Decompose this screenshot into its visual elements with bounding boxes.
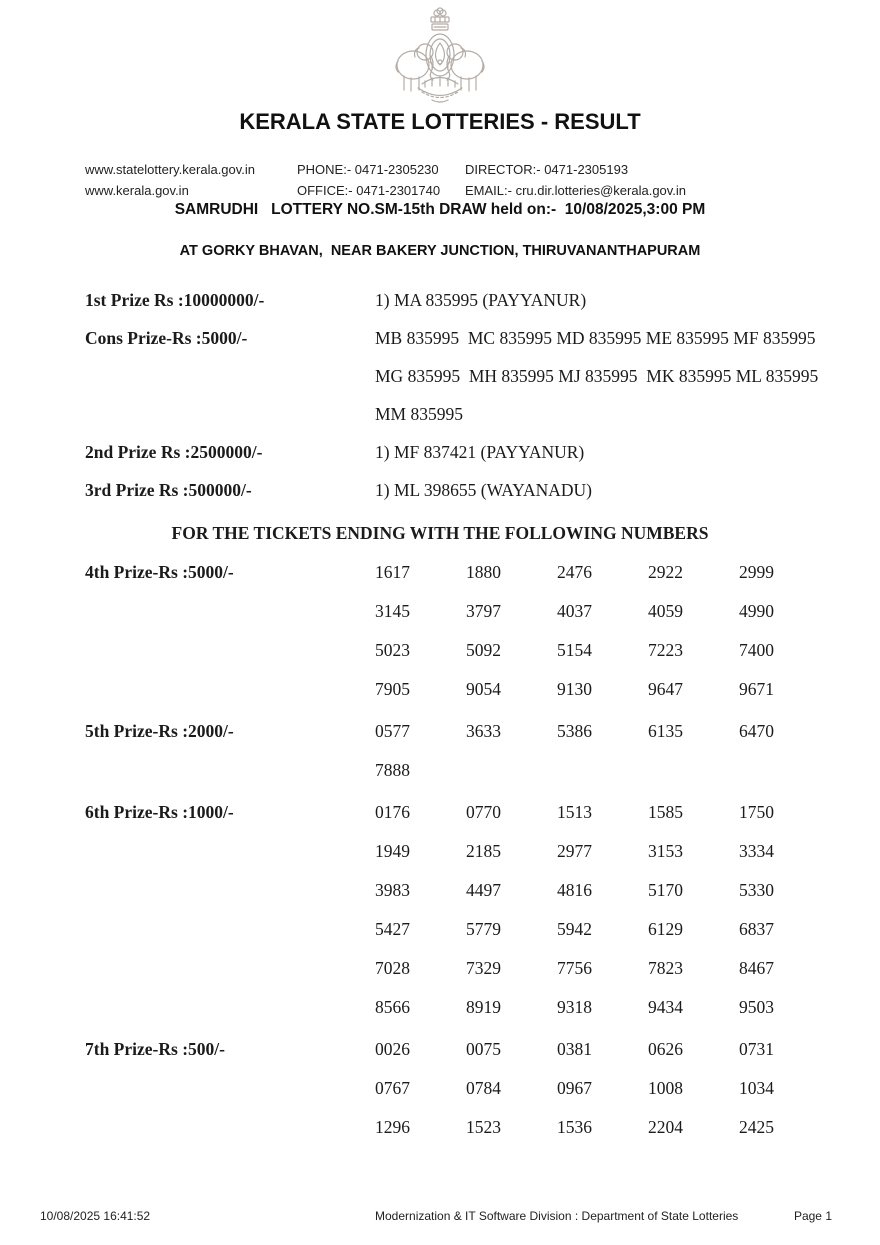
winning-number: 1536 bbox=[557, 1117, 592, 1137]
winning-number: 2185 bbox=[466, 841, 501, 861]
page-number: Page 1 bbox=[793, 1209, 832, 1223]
winning-number: 9318 bbox=[557, 997, 592, 1017]
winning-numbers-grid bbox=[375, 712, 830, 790]
winning-number: 8566 bbox=[375, 997, 410, 1017]
winning-number: 6129 bbox=[648, 919, 683, 939]
left-elephant-icon bbox=[396, 44, 433, 91]
winning-number: 7823 bbox=[648, 958, 683, 978]
kerala-government-emblem bbox=[392, 5, 488, 105]
winning-number: 4497 bbox=[466, 880, 501, 900]
winner-line: MB 835995 MC 835995 MD 835995 ME 835995 MF 835995 bbox=[375, 328, 816, 348]
winner-line: 1) MA 835995 (PAYYANUR) bbox=[375, 290, 587, 310]
winning-number: 9130 bbox=[557, 679, 592, 699]
winning-number: 9503 bbox=[739, 997, 774, 1017]
winning-number: 1750 bbox=[739, 802, 774, 822]
website-kerala: www.kerala.gov.in bbox=[85, 183, 189, 198]
winning-number: 7329 bbox=[466, 958, 501, 978]
contact-row-1 bbox=[85, 159, 840, 180]
winning-number: 1617 bbox=[375, 562, 410, 582]
prize-winners bbox=[375, 433, 880, 471]
winning-number: 7905 bbox=[375, 679, 410, 699]
winning-numbers-grid bbox=[375, 1030, 830, 1147]
ending-prize-row bbox=[0, 553, 880, 709]
winning-number: 0626 bbox=[648, 1039, 683, 1059]
winning-number: 1296 bbox=[375, 1117, 410, 1137]
winning-number: 5330 bbox=[739, 880, 774, 900]
winning-number: 7400 bbox=[739, 640, 774, 660]
winning-number: 0075 bbox=[466, 1039, 501, 1059]
winning-number: 2425 bbox=[739, 1117, 774, 1137]
page-title: KERALA STATE LOTTERIES - RESULT bbox=[239, 109, 641, 134]
prize-row bbox=[0, 433, 880, 471]
winning-number: 5942 bbox=[557, 919, 592, 939]
winning-number: 0770 bbox=[466, 802, 501, 822]
winning-number: 1880 bbox=[466, 562, 501, 582]
prize-row bbox=[0, 471, 880, 509]
winning-number: 2204 bbox=[648, 1117, 683, 1137]
winning-number: 0967 bbox=[557, 1078, 592, 1098]
winning-number: 1585 bbox=[648, 802, 683, 822]
winner-line: 1) MF 837421 (PAYYANUR) bbox=[375, 442, 585, 462]
ending-prize-row bbox=[0, 712, 880, 790]
winning-number: 1513 bbox=[557, 802, 592, 822]
winning-number: 6837 bbox=[739, 919, 774, 939]
winning-number: 3797 bbox=[466, 601, 501, 621]
winning-number: 1949 bbox=[375, 841, 410, 861]
website-statelottery: www.statelottery.kerala.gov.in bbox=[85, 162, 256, 177]
winning-number: 2999 bbox=[739, 562, 774, 582]
results-content bbox=[0, 281, 880, 1150]
prize-label: Cons Prize-Rs :5000/- bbox=[85, 328, 248, 348]
print-timestamp: 10/08/2025 16:41:52 bbox=[40, 1209, 151, 1223]
winning-number: 3633 bbox=[466, 721, 501, 741]
winning-number: 5386 bbox=[557, 721, 592, 741]
prize-label: 1st Prize Rs :10000000/- bbox=[85, 290, 265, 310]
winning-number: 2922 bbox=[648, 562, 683, 582]
winning-number: 1008 bbox=[648, 1078, 683, 1098]
winning-number: 5092 bbox=[466, 640, 501, 660]
prize-winners bbox=[375, 281, 880, 319]
winning-number: 0026 bbox=[375, 1039, 410, 1059]
ending-prizes-section bbox=[0, 553, 880, 1147]
winning-number: 0577 bbox=[375, 721, 410, 741]
emblem-base-icon bbox=[418, 77, 462, 102]
winning-numbers-grid bbox=[375, 553, 830, 709]
winning-number: 9671 bbox=[739, 679, 774, 699]
prize-label: 2nd Prize Rs :2500000/- bbox=[85, 442, 263, 462]
winning-number: 0784 bbox=[466, 1078, 501, 1098]
winning-number: 5154 bbox=[557, 640, 592, 660]
phone-number: PHONE:- 0471-2305230 bbox=[297, 162, 439, 177]
winning-number: 5023 bbox=[375, 640, 410, 660]
winning-number: 4059 bbox=[648, 601, 683, 621]
winning-number: 4037 bbox=[557, 601, 592, 621]
winning-number: 0767 bbox=[375, 1078, 410, 1098]
winning-number: 1523 bbox=[466, 1117, 501, 1137]
lion-capital-icon bbox=[431, 8, 449, 30]
winning-number: 1034 bbox=[739, 1078, 774, 1098]
winning-number: 5779 bbox=[466, 919, 501, 939]
director-number: DIRECTOR:- 0471-2305193 bbox=[465, 162, 629, 177]
winning-number: 3153 bbox=[648, 841, 683, 861]
ending-numbers-heading: FOR THE TICKETS ENDING WITH THE FOLLOWING NUMBERS bbox=[171, 523, 709, 543]
winning-number: 0381 bbox=[557, 1039, 592, 1059]
winning-number: 5170 bbox=[648, 880, 683, 900]
winning-number: 6470 bbox=[739, 721, 774, 741]
top-prizes-section bbox=[0, 281, 880, 509]
winner-line: MG 835995 MH 835995 MJ 835995 MK 835995 ML 835995 bbox=[375, 366, 819, 386]
winning-number: 2476 bbox=[557, 562, 592, 582]
winning-number: 7888 bbox=[375, 760, 410, 780]
ending-prize-row bbox=[0, 793, 880, 1027]
email-address: EMAIL:- cru.dir.lotteries@kerala.gov.in bbox=[465, 183, 687, 198]
winner-line: 1) ML 398655 (WAYANADU) bbox=[375, 480, 592, 500]
draw-venue: AT GORKY BHAVAN, NEAR BAKERY JUNCTION, THIRUVANANTHAPURAM bbox=[179, 243, 701, 259]
conch-shield-icon bbox=[426, 34, 454, 76]
winning-number: 7028 bbox=[375, 958, 410, 978]
division-credit: Modernization & IT Software Division : Department of State Lotteries bbox=[375, 1209, 739, 1223]
prize-winners bbox=[375, 471, 880, 509]
winning-number: 8919 bbox=[466, 997, 501, 1017]
right-elephant-icon bbox=[447, 44, 484, 91]
winning-number: 9434 bbox=[648, 997, 683, 1017]
winner-line: MM 835995 bbox=[375, 404, 463, 424]
winning-number: 7223 bbox=[648, 640, 683, 660]
winning-number: 3334 bbox=[739, 841, 774, 861]
winning-number: 3145 bbox=[375, 601, 410, 621]
winning-number: 0176 bbox=[375, 802, 410, 822]
prize-row bbox=[0, 281, 880, 319]
winning-number: 6135 bbox=[648, 721, 683, 741]
winning-number: 3983 bbox=[375, 880, 410, 900]
winning-number: 4816 bbox=[557, 880, 592, 900]
winning-number: 5427 bbox=[375, 919, 410, 939]
page-footer bbox=[0, 1207, 880, 1231]
winning-number: 8467 bbox=[739, 958, 774, 978]
winning-number: 2977 bbox=[557, 841, 592, 861]
prize-label: 7th Prize-Rs :500/- bbox=[85, 1039, 225, 1059]
prize-winners bbox=[375, 319, 880, 433]
prize-label: 3rd Prize Rs :500000/- bbox=[85, 480, 252, 500]
prize-label: 5th Prize-Rs :2000/- bbox=[85, 721, 234, 741]
contact-row-2 bbox=[85, 180, 840, 201]
winning-number: 7756 bbox=[557, 958, 592, 978]
ending-prize-row bbox=[0, 1030, 880, 1147]
prize-row bbox=[0, 319, 880, 433]
winning-number: 9647 bbox=[648, 679, 683, 699]
winning-number: 9054 bbox=[466, 679, 501, 699]
contact-info bbox=[85, 159, 840, 201]
prize-label: 4th Prize-Rs :5000/- bbox=[85, 562, 234, 582]
office-number: OFFICE:- 0471-2301740 bbox=[297, 183, 441, 198]
winning-number: 4990 bbox=[739, 601, 774, 621]
draw-title: SAMRUDHI LOTTERY NO.SM-15th DRAW held on:- 10/08/2025,3:00 PM bbox=[174, 201, 706, 218]
winning-number: 0731 bbox=[739, 1039, 774, 1059]
prize-label: 6th Prize-Rs :1000/- bbox=[85, 802, 234, 822]
winning-numbers-grid bbox=[375, 793, 830, 1027]
